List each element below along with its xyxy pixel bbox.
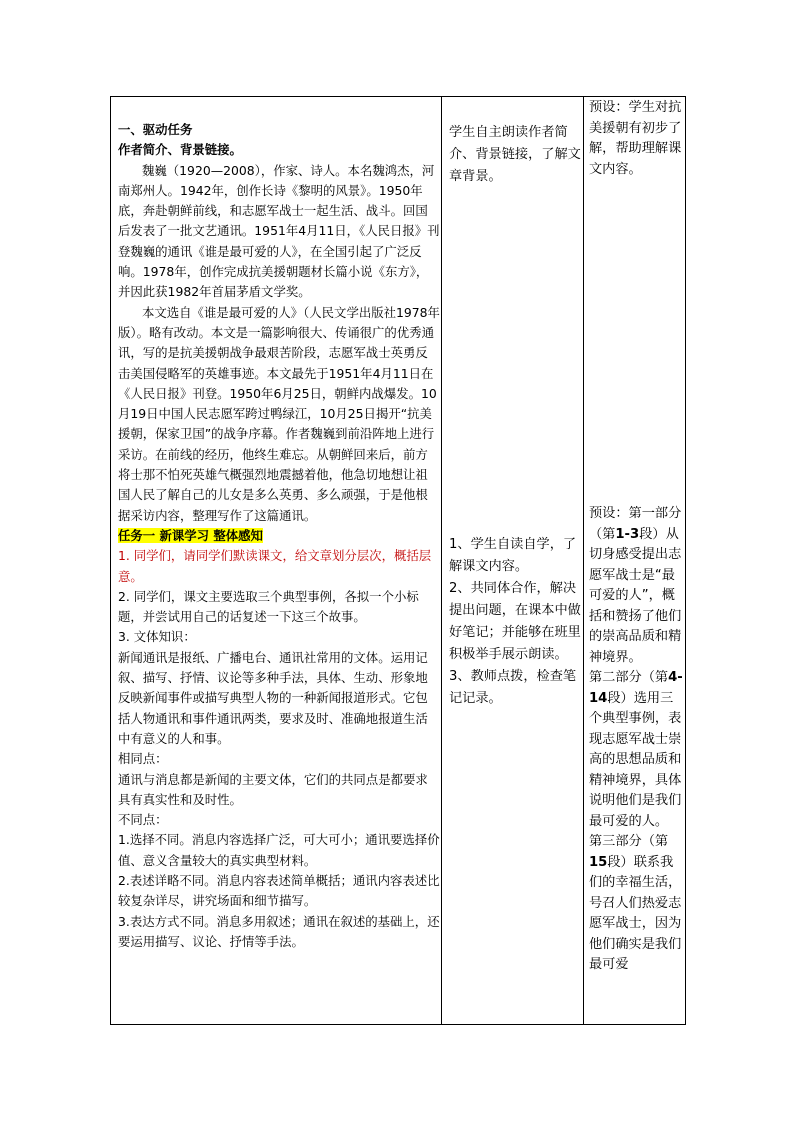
task-one-heading	[118, 526, 440, 546]
lesson-table	[110, 96, 686, 1025]
part-2-note	[589, 668, 685, 832]
similarity-text: 通讯与消息都是新闻的主要文体，它们的共同点是都要求具有真实性和及时性。	[118, 771, 428, 807]
part-3-prefix: 第三部分（第	[589, 834, 669, 849]
difference-label: 不同点：	[118, 812, 168, 828]
activity-1-text: 学生自主朗读作者简介、背景链接，了解文章背景。	[449, 125, 581, 184]
part-2-range: 4-14	[589, 670, 683, 706]
student-activity-column	[442, 97, 584, 1024]
question-2: 2. 同学们，课文主要选取三个典型事例，各拟一个小标题，并尝试用自己的话复述一下这三个故事。	[118, 588, 419, 625]
design-note-1-text: 预设：学生对抗美援朝有初步了解，帮助理解课文内容。	[589, 100, 682, 177]
section-heading: 一、驱动任务	[118, 122, 193, 137]
activity-2a-text: 1、学生自读自学，了解课文内容。	[449, 537, 577, 574]
part-2-desc: 段）选用三个典型事例，表现志愿军战士崇高的思想品质和精神境界，具体说明他们是我们最可爱的人。	[589, 690, 682, 829]
part-1-desc: 段）从切身感受提出志愿军战士是“最可爱的人”，概括和赞扬了他们的崇高品质和精神境界。	[589, 526, 682, 665]
teaching-content	[118, 120, 440, 952]
design-note-2	[589, 504, 685, 976]
activity-2b-text: 2、共同体合作，解决提出问题，在课本中做好笔记；并能够在班里积极举手展示朗读。	[449, 581, 581, 662]
part-3-range: 15	[589, 854, 608, 870]
section-subheading: 作者简介、背景链接。	[118, 142, 242, 158]
part-1-prefix: 预设：第一部分（第	[589, 506, 682, 542]
part-3-note	[589, 832, 685, 976]
task-one-label: 任务一 新课学习 整体感知	[118, 527, 263, 543]
design-note-1	[589, 98, 685, 180]
student-activity-2	[449, 534, 581, 710]
genre-definition: 新闻通讯是报纸、广播电台、通讯社常用的文体。运用记叙、描写、抒情、议论等多种手法，具体、生动、形象地反映新闻事件或描写典型人物的一种新闻报道形式。它包括人物通讯和事件通讯两类，要求及时、准确地报道生活中有意义的人和事。	[118, 649, 428, 746]
part-3-desc: 段）联系我们的幸福生活，号召人们热爱志愿军战士，因为他们确实是我们最可爱	[589, 854, 682, 972]
author-intro: 魏巍（1920—2008），作家、诗人。本名魏鸿杰，河南郑州人。1942年，创作长诗《黎明的风景》。1950年底，奔赴朝鲜前线，和志愿军战士一起生活、战斗。回国后发表了一批文艺通讯。1951年4月11日，《人民日报》刊登魏巍的通讯《谁是最可爱的人》，在全国引起了广泛反响。1978年，创作完成抗美援朝题材长篇小说《东方》，并因此获1982年首届茅盾文学奖。	[118, 162, 440, 300]
difference-3: 3.表达方式不同。消息多用叙述；通讯在叙述的基础上，还要运用描写、议论、抒情等手法。	[118, 913, 440, 949]
question-1: 1. 同学们，请同学们默读课文，给文章划分层次，概括层意。	[118, 548, 432, 584]
teaching-content-column	[111, 97, 442, 1024]
question-3: 3. 文体知识：	[118, 629, 196, 645]
part-1-note	[589, 504, 685, 668]
part-1-range: 1-3	[615, 526, 640, 542]
design-intent-column	[584, 97, 687, 1024]
difference-2: 2.表述详略不同。消息内容表述简单概括；通讯内容表述比较复杂详尽，讲究场面和细节描写。	[118, 872, 440, 909]
difference-1: 1.选择不同。消息内容选择广泛，可大可小；通讯要选择价值、意义含量较大的真实典型材料。	[118, 832, 440, 868]
activity-2c-text: 3、教师点拨，检查笔记记录。	[449, 669, 577, 706]
part-2-prefix: 第二部分（第	[589, 670, 669, 685]
similarity-label: 相同点：	[118, 751, 168, 767]
background-intro: 本文选自《谁是最可爱的人》（人民文学出版社1978年版）。略有改动。本文是一篇影响很大、传诵很广的优秀通讯，写的是抗美援朝战争最艰苦阶段，志愿军战士英勇反击美国侵略军的英雄事迹。本文最先于1951年4月11日在《人民日报》刊登。1950年6月25日，朝鲜内战爆发。10月19日中国人民志愿军跨过鸭绿江，10月25日揭开“抗美援朝，保家卫国”的战争序幕。作者魏巍到前沿阵地上进行采访。在前线的经历，他终生难忘。从朝鲜回来后，前方将士那不怕死英雄气概强烈地震撼着他，他急切地想让祖国人民了解自己的儿女是多么英勇、多么顽强，于是他根据采访内容，整理写作了这篇通讯。	[118, 304, 440, 523]
student-activity-1	[449, 122, 581, 188]
